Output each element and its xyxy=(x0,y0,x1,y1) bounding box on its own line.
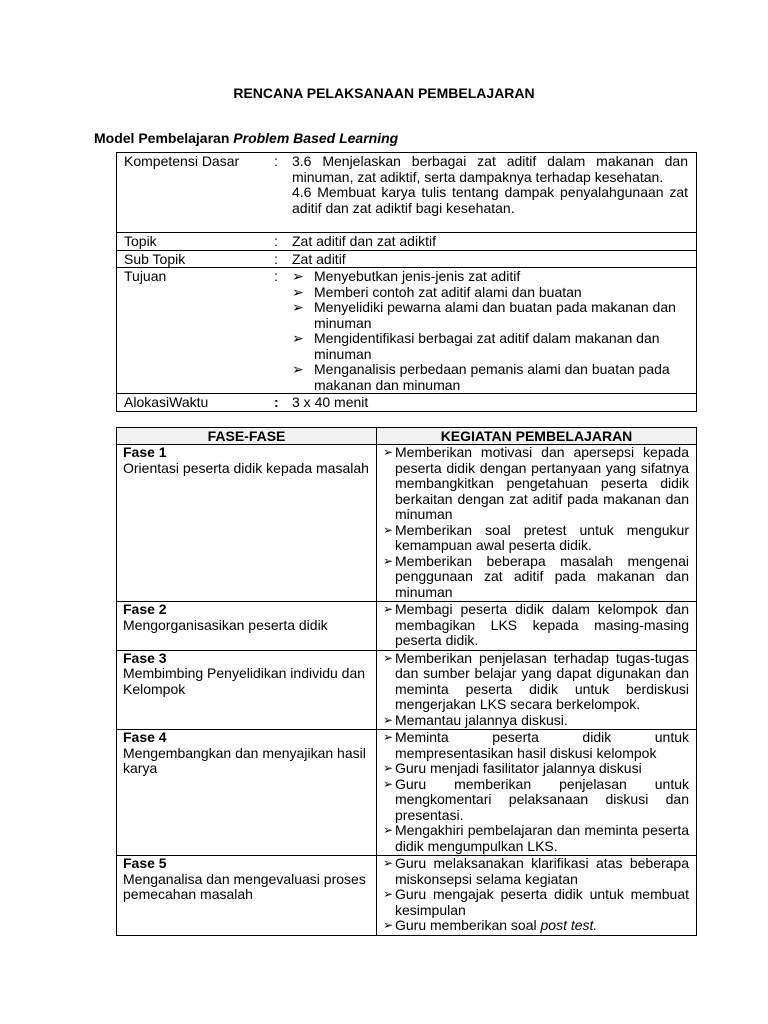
list-item: ➢ Meminta peserta didik untuk mempresentasikan hasil diskusi kelompok xyxy=(383,729,689,761)
list-item: ➢ Mengakhiri pembelajaran dan meminta peserta didik mengumpulkan LKS. xyxy=(383,822,689,854)
model-value: Problem Based Learning xyxy=(233,130,399,146)
kompetensi-value xyxy=(292,153,697,233)
topik-label: Topik xyxy=(117,233,275,251)
colon: : xyxy=(274,268,292,394)
arrowhead-bullet-icon: ➢ xyxy=(292,330,304,346)
fase-desc: Mengorganisasikan peserta didik xyxy=(123,616,328,633)
arrowhead-bullet-icon: ➢ xyxy=(383,887,394,901)
tujuan-item: ➢ Menyebutkan jenis-jenis zat aditif xyxy=(292,268,521,284)
tujuan-item: ➢ Mengidentifikasi berbagai zat aditif dalam makanan dan minuman xyxy=(292,330,660,362)
tujuan-item: ➢ Memberi contoh zat aditif alami dan buatan xyxy=(292,283,582,300)
tujuan-item: ➢ Menyelidiki pewarna alami dan buatan pada makanan dan minuman xyxy=(292,299,676,331)
arrowhead-bullet-icon: ➢ xyxy=(383,761,394,775)
tujuan-value xyxy=(292,268,697,394)
kompetensi-label: Kompetensi Dasar xyxy=(117,153,275,233)
arrowhead-bullet-icon: ➢ xyxy=(292,299,304,315)
list-item: ➢ Guru menjadi fasilitator jalannya diskusi xyxy=(383,760,642,776)
list-item: ➢ Guru memberikan penjelasan untuk mengkomentari pelaksanaan diskusi dan presentasi. xyxy=(383,775,689,823)
list-item: ➢ Membagi peserta didik dalam kelompok dan membagikan LKS kepada masing-masing peserta didik. xyxy=(383,601,689,648)
arrowhead-bullet-icon: ➢ xyxy=(383,445,394,459)
kompetensi-item: 3.6 Menjelaskan berbagai zat aditif dalam makanan dan minuman, zat adiktif, serta dampaknya terhadap kesehatan. xyxy=(292,153,688,185)
activity-table xyxy=(116,427,697,936)
tujuan-item: ➢ Menganalisis perbedaan pemanis alami dan buatan pada makanan dan minuman xyxy=(292,361,670,393)
colon: : xyxy=(274,394,292,412)
list-item: ➢ Memberikan soal pretest untuk mengukur kemampuan awal peserta didik. xyxy=(383,521,689,553)
info-table xyxy=(116,152,697,412)
arrowhead-bullet-icon: ➢ xyxy=(383,522,394,537)
arrowhead-bullet-icon: ➢ xyxy=(383,602,394,616)
fase-desc: Mengembangkan dan menyajikan hasil karya xyxy=(123,744,366,776)
arrowhead-bullet-icon: ➢ xyxy=(383,918,394,932)
page-title: RENCANA PELAKSANAAN PEMBELAJARAN xyxy=(233,85,535,101)
arrowhead-bullet-icon: ➢ xyxy=(292,361,304,377)
colon: : xyxy=(274,250,292,268)
table-row xyxy=(117,856,697,936)
table-row xyxy=(117,650,697,730)
list-item: ➢ Memantau jalannya diskusi. xyxy=(383,711,568,728)
alokasi-label: AlokasiWaktu xyxy=(117,394,275,412)
fase-desc: Membimbing Penyelidikan individu dan Kelompok xyxy=(123,665,366,697)
arrowhead-bullet-icon: ➢ xyxy=(292,268,304,284)
post-test-text: post test. xyxy=(540,917,598,933)
list-item: ➢ Memberikan motivasi dan apersepsi kepada peserta didik dengan pertanyaan yang sifatnya membangkitkan pengetahuan peserta didik berkaitan dengan zat aditif pada makanan dan minuman xyxy=(383,444,689,522)
table-row xyxy=(117,730,697,856)
subtopik-value: Zat aditif xyxy=(292,250,697,268)
arrowhead-bullet-icon: ➢ xyxy=(383,650,394,665)
fase-title: Fase 3 xyxy=(123,649,167,666)
table-row xyxy=(117,602,697,651)
model-line xyxy=(94,131,398,147)
arrowhead-bullet-icon: ➢ xyxy=(383,776,394,791)
kegiatan-list xyxy=(383,602,689,649)
fase-title: Fase 5 xyxy=(123,855,167,871)
subtopik-label: Sub Topik xyxy=(117,250,275,268)
alokasi-value: 3 x 40 menit xyxy=(292,394,697,412)
arrowhead-bullet-icon: ➢ xyxy=(383,730,394,744)
kegiatan-list xyxy=(383,856,689,934)
fase-title: Fase 1 xyxy=(123,444,167,460)
fase-title: Fase 4 xyxy=(123,729,167,745)
list-item: ➢ Memberikan penjelasan terhadap tugas-tugas dan sumber belajar yang dapat digunakan dan meminta peserta didik untuk berdiskusi mengerjakan LKS secara berkelompok. xyxy=(383,649,689,712)
fase-desc: Menganalisa dan mengevaluasi proses pemecahan masalah xyxy=(123,870,366,902)
list-item: ➢ Guru mengajak peserta didik untuk membuat kesimpulan xyxy=(383,886,689,918)
colon: : xyxy=(274,153,292,233)
kompetensi-item: 4.6 Membuat karya tulis tentang dampak penyalahgunaan zat aditif dan zat adiktif bagi kesehatan. xyxy=(292,184,688,216)
list-item: ➢ Guru memberikan soal post test. xyxy=(383,917,598,933)
fase-desc: Orientasi peserta didik kepada masalah xyxy=(123,459,369,476)
kegiatan-list xyxy=(383,730,689,854)
model-label: Model Pembelajaran xyxy=(94,130,234,146)
arrowhead-bullet-icon: ➢ xyxy=(383,856,394,870)
table-row xyxy=(117,445,697,602)
arrowhead-bullet-icon: ➢ xyxy=(383,553,394,568)
kegiatan-list xyxy=(383,651,689,729)
tujuan-list xyxy=(292,269,688,393)
kegiatan-list xyxy=(383,445,689,600)
header-kegiatan: KEGIATAN PEMBELAJARAN xyxy=(377,428,697,445)
arrowhead-bullet-icon: ➢ xyxy=(383,712,394,727)
fase-title: Fase 2 xyxy=(123,601,167,617)
list-item: ➢ Memberikan beberapa masalah mengenai penggunaan zat aditif pada makanan dan minuman xyxy=(383,552,689,600)
tujuan-label: Tujuan xyxy=(117,268,275,394)
arrowhead-bullet-icon: ➢ xyxy=(292,283,304,300)
topik-value: Zat aditif dan zat adiktif xyxy=(292,233,697,251)
colon: : xyxy=(274,233,292,251)
header-fase: FASE-FASE xyxy=(117,428,377,445)
list-item: ➢ Guru melaksanakan klarifikasi atas beberapa miskonsepsi selama kegiatan xyxy=(383,855,689,887)
arrowhead-bullet-icon: ➢ xyxy=(383,823,394,837)
